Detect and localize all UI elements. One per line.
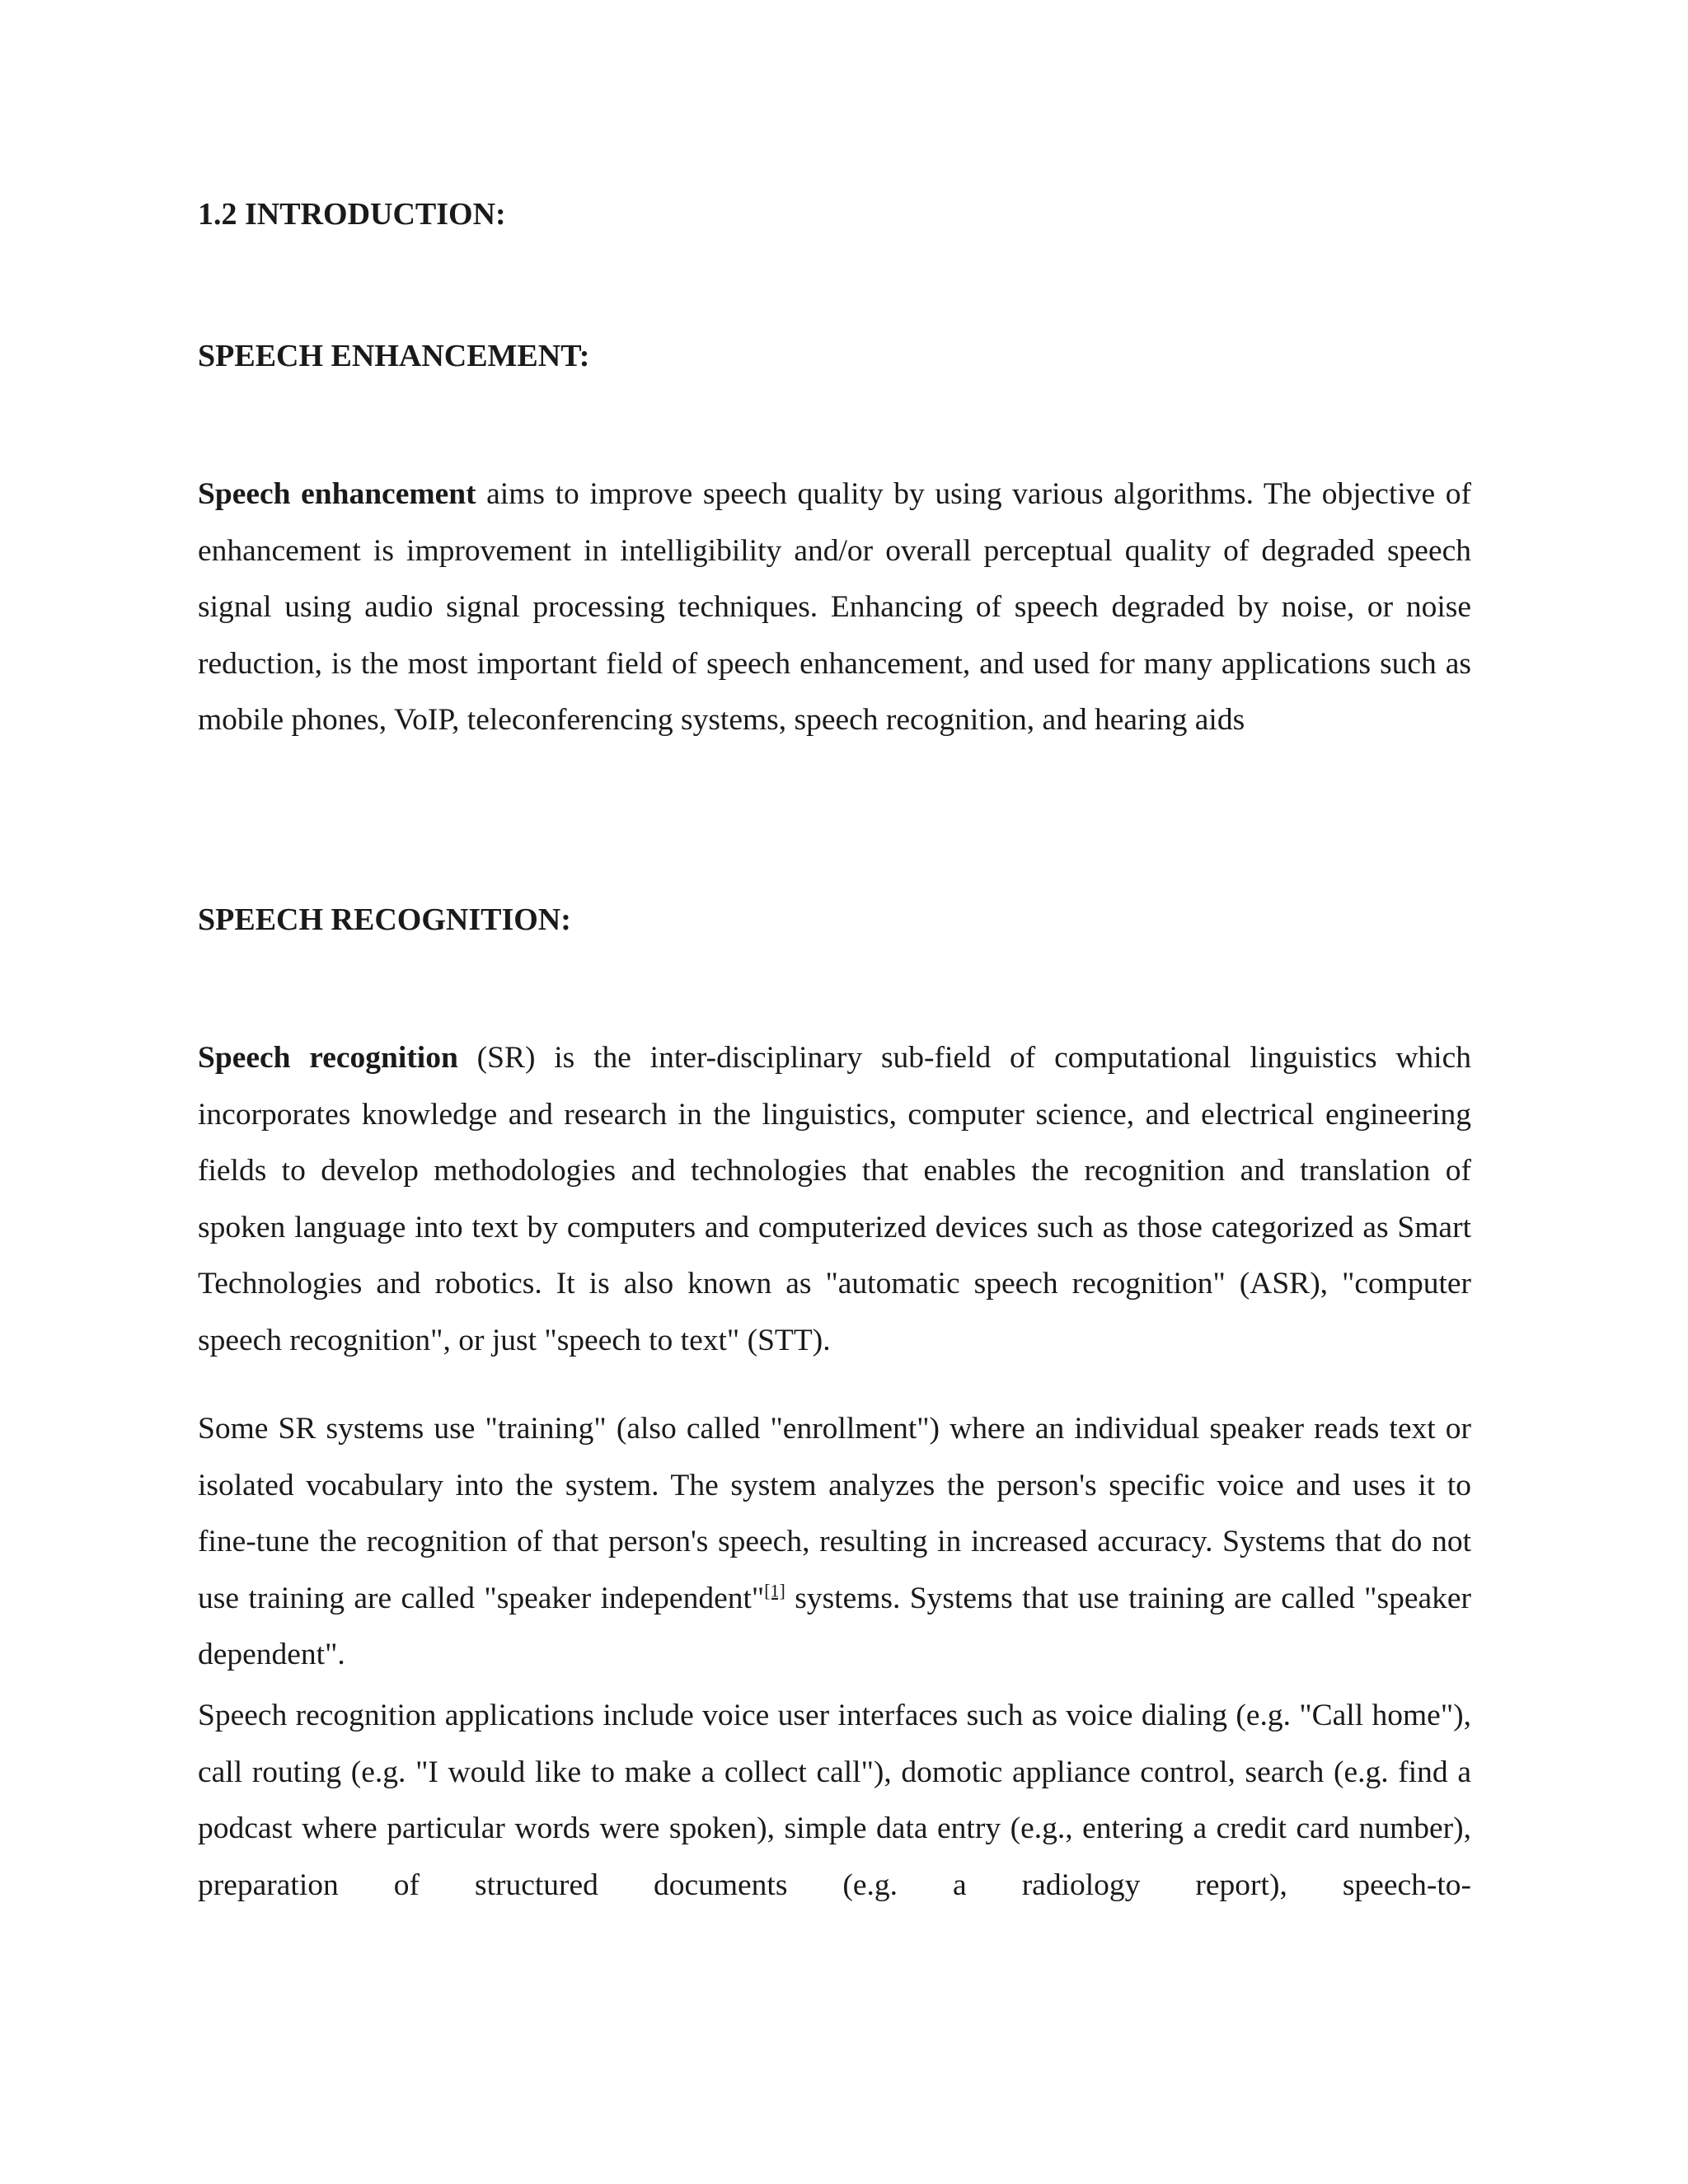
speech-recognition-heading: SPEECH RECOGNITION: (198, 902, 571, 937)
footnote-reference-link[interactable]: [1] (764, 1580, 785, 1601)
speech-recognition-lead-term: Speech recognition (198, 1041, 458, 1075)
speech-enhancement-heading: SPEECH ENHANCEMENT: (198, 339, 590, 373)
speech-recognition-paragraph-1 (198, 1030, 1471, 1369)
speech-recognition-paragraph-3 (198, 1688, 1471, 1914)
speech-recognition-body-text-3: Speech recognition applications include voice user interfaces such as voice dialing (e.g. "Call home"), call routing (e.g. "I would like to make a collect call"), domotic appliance control, search (e.g. find a podcast where particular words were spoken), simple data entry (e.g., entering a credit card number), preparation of structured documents (e.g. a radiology report), speech-to- (198, 1699, 1471, 1902)
speech-recognition-paragraph-2 (198, 1401, 1471, 1684)
speech-enhancement-lead-term: Speech enhancement (198, 477, 476, 511)
speech-recognition-body-text-2b: systems. Systems that use training are called "speaker dependent". (198, 1581, 1471, 1671)
speech-enhancement-paragraph (198, 466, 1471, 749)
speech-recognition-body-text-1: (SR) is the inter-disciplinary sub-field of computational linguistics which incorporates knowledge and research in the linguistics, computer science, and electrical engineering fields to develop methodologies and technologies that enables the recognition and translation of spoken language into text by computers and computerized devices such as those categorized as Smart Technologies and robotics. It is also known as "automatic speech recognition" (ASR), "computer speech recognition", or just "speech to text" (STT). (198, 1041, 1471, 1357)
speech-recognition-body-text-2a: Some SR systems use "training" (also called "enrollment") where an individual speaker reads text or isolated vocabulary into the system. The system analyzes the person's specific voice and uses it to fine-tune the recognition of that person's speech, resulting in increased accuracy. Systems that do not use training are called "speaker independent" (198, 1412, 1471, 1615)
speech-enhancement-body-text: aims to improve speech quality by using various algorithms. The objective of enhancement is improvement in intelligibility and/or overall perceptual quality of degraded speech signal using audio signal processing techniques. Enhancing of speech degraded by noise, or noise reduction, is the most important field of speech enhancement, and used for many applications such as mobile phones, VoIP, teleconferencing systems, speech recognition, and hearing aids (198, 477, 1472, 737)
section-title: 1.2 INTRODUCTION: (198, 197, 506, 232)
